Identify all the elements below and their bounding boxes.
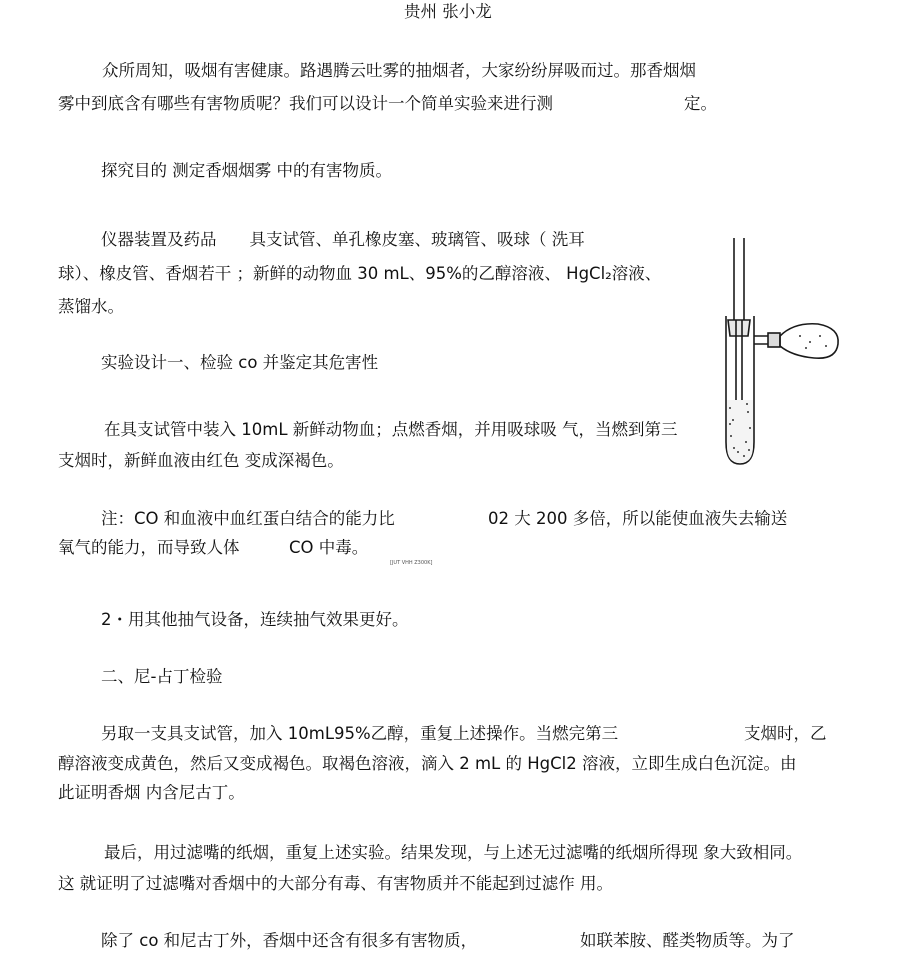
design1-title: 实验设计一、检验 co 并鉴定其危害性 (101, 353, 379, 372)
materials-line-1: 仪器装置及药品 具支试管、单孔橡皮塞、玻璃管、吸球（ 洗耳 (101, 230, 585, 249)
section2-line-2: 醇溶液变成黄色，然后又变成褐色。取褐色溶液，滴入 2 mL 的 HgCl2 溶液，立即生成白色沉淀。由 (58, 754, 797, 773)
materials-line-3: 蒸馏水。 (58, 297, 124, 316)
step1-line-2: 支烟时，新鲜血液由红色 变成深褐色。 (58, 451, 344, 470)
test-tube-apparatus-icon (714, 232, 844, 472)
last-line-1-end: 如联苯胺、醛类物质等。为了 (580, 931, 795, 950)
step1-line-1: 在具支试管中装入 10mL 新鲜动物血；点燃香烟，并用吸球吸 气，当燃到第三 (104, 420, 678, 439)
intro-line-2-end: 定。 (684, 94, 717, 113)
intro-line-1: 众所周知，吸烟有害健康。路遇腾云吐雾的抽烟者，大家纷纷屏吸而过。那香烟烟 (102, 61, 696, 80)
filter-line-1: 最后，用过滤嘴的纸烟，重复上述实验。结果发现，与上述无过滤嘴的纸烟所得现 象大致相同。 (104, 843, 803, 862)
section2-line-1-end: 支烟时，乙 (744, 724, 827, 743)
note-line-1: 注：CO 和血液中血红蛋白结合的能力比 (101, 509, 395, 528)
section2-line-1: 另取一支具支试管，加入 10mL95%乙醇，重复上述操作。当燃完第三 (101, 724, 619, 743)
note-line-2-end: CO 中毒。 (289, 538, 369, 557)
last-line-1: 除了 co 和尼古丁外，香烟中还含有很多有害物质， (101, 931, 478, 950)
note-line-1-end: 02 大 200 多倍，所以能使血液失去输送 (488, 509, 788, 528)
author-header: 贵州 张小龙 (404, 2, 492, 21)
purpose-text: 探究目的 测定香烟烟雾 中的有害物质。 (101, 161, 392, 180)
note-line-2: 氧气的能力，而导致人体 (58, 538, 240, 557)
section2-line-3: 此证明香烟 内含尼古丁。 (58, 783, 245, 802)
note2-text: 2・用其他抽气设备，连续抽气效果更好。 (101, 610, 409, 629)
section2-title: 二、尼-占丁检验 (101, 667, 223, 686)
filter-line-2: 这 就证明了过滤嘴对香烟中的大部分有毒、有害物质并不能起到过滤作 用。 (58, 874, 613, 893)
materials-line-2: 球）、橡皮管、香烟若干 ；新鲜的动物血 30 mL、95%的乙醇溶液、 HgCl₂溶液、 (58, 264, 662, 283)
intro-line-2: 雾中到底含有哪些有害物质呢？我们可以设计一个简单实验来进行测 (58, 94, 553, 113)
tiny-figure-caption: [JUT VHH Z300K] (390, 560, 433, 566)
